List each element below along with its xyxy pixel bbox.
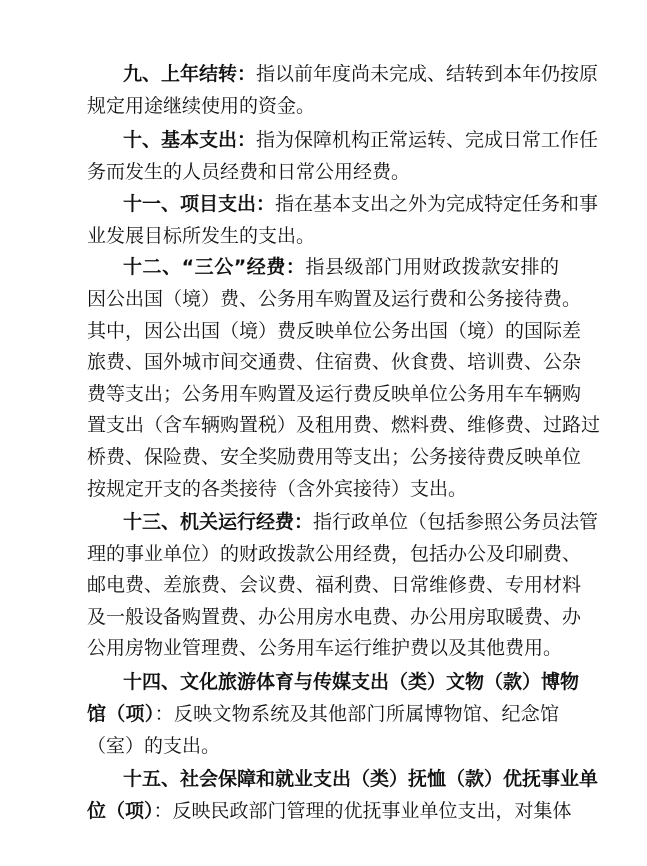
paragraph-line: 位（项）：反映民政部门管理的优抚事业单位支出，对集体 [87,800,572,822]
paragraph-line: 其中，因公出国（境）费反映单位公务出国（境）的国际差 [87,320,582,342]
term-heading: 位（项） [87,800,154,822]
paragraph-line: 十、基本支出：指为保障机构正常运转、完成日常工作任 [123,129,599,151]
paragraph-line: 因公出国（境）费、公务用车购置及运行费和公务接待费。 [87,288,582,310]
paragraph-line: 按规定开支的各类接待（含外宾接待）支出。 [87,478,468,500]
term-heading: 十四、文化旅游体育与传媒支出（类）文物（款）博物 [123,671,580,693]
paragraph-line: 十一、项目支出：指在基本支出之外为完成特定任务和事 [123,193,599,215]
paragraph-line: 置支出（含车辆购置税）及租用费、燃料费、维修费、过路过 [87,414,601,436]
term-heading: 馆（项） [87,703,155,725]
paragraph-line: 邮电费、差旅费、会议费、福利费、日常维修费、专用材料 [87,574,582,596]
term-heading: 十三、机关运行经费： [123,511,314,533]
paragraph-line: （室）的支出。 [87,735,221,757]
term-heading: 十二、“三公”经费： [123,256,306,278]
paragraph-line: 及一般设备购置费、办公用房水电费、办公用房取暖费、办 [87,606,582,628]
term-heading: 十一、项目支出： [123,193,276,215]
paragraph-line: 业发展目标所发生的支出。 [87,225,316,247]
paragraph-line: 公用房物业管理费、公务用车运行维护费以及其他费用。 [87,637,563,659]
term-heading: 十、基本支出： [123,129,257,151]
paragraph-line: 旅费、国外城市间交通费、住宿费、伙食费、培训费、公杂 [87,351,582,373]
paragraph-line: 务而发生的人员经费和日常公用经费。 [87,161,411,183]
paragraph-line: 理的事业单位）的财政拨款公用经费，包括办公及印刷费、 [87,543,582,565]
paragraph-line: 规定用途继续使用的资金。 [87,95,316,117]
term-heading: 九、上年结转： [123,63,257,85]
term-heading: 十五、社会保障和就业支出（类）抚恤（款）优抚事业单 [123,768,599,790]
paragraph-line: 馆（项）：反映文物系统及其他部门所属博物馆、纪念馆 [87,703,559,725]
paragraph-line: 十二、“三公”经费：指县级部门用财政拨款安排的 [123,256,559,278]
paragraph-line: 桥费、保险费、安全奖励费用等支出；公务接待费反映单位 [87,446,582,468]
paragraph-line: 费等支出；公务用车购置及运行费反映单位公务用车车辆购 [87,383,582,405]
paragraph-line: 十三、机关运行经费：指行政单位（包括参照公务员法管 [123,511,599,533]
paragraph-line: 九、上年结转：指以前年度尚未完成、结转到本年仍按原 [123,63,599,85]
